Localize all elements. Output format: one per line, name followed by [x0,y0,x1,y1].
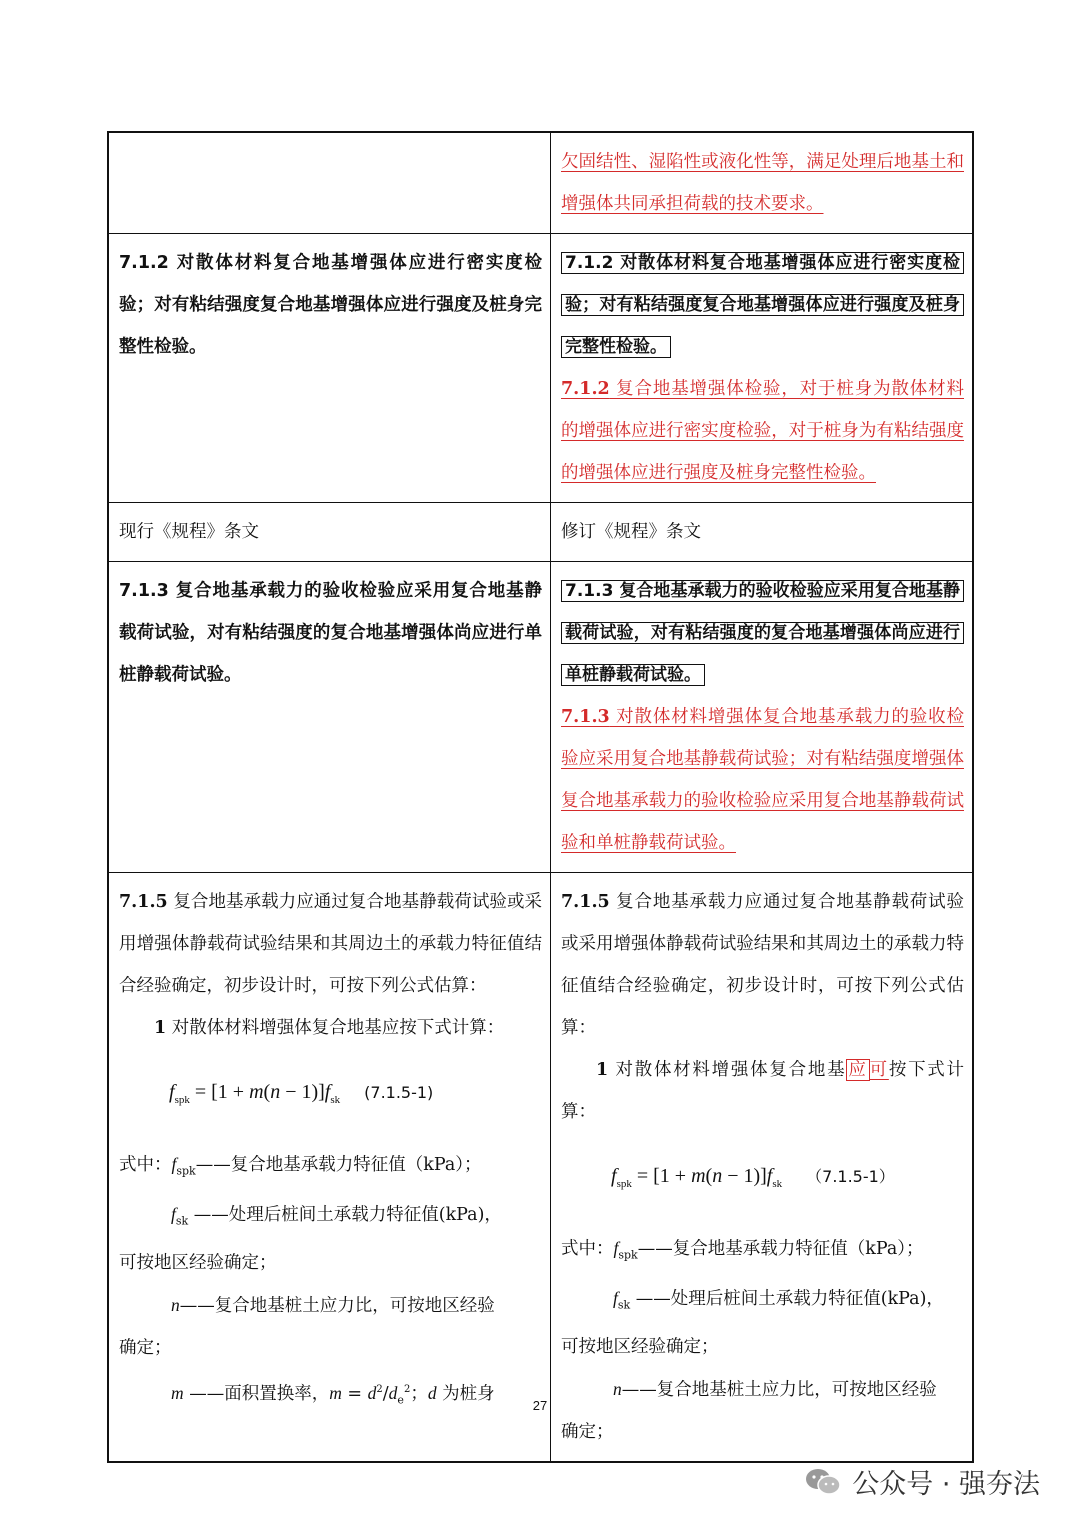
wechat-icon [804,1467,842,1497]
deleted-text-box: 7.1.2 对散体材料复合地基增强体应进行密实度检验；对有粘结强度复合地基增强体应进行强度及桩身完整性检验。 [561,252,964,358]
current-clause-7-1-3: 7.1.3 复合地基承载力的验收检验应采用复合地基静载荷试验，对有粘结强度的复合地基增强体尚应进行单桩静载荷试验。 [108,562,551,873]
left-cell-empty [108,132,551,234]
revised-text-continued: 欠固结性、湿陷性或液化性等，满足处理后地基土和增强体共同承担荷载的技术要求。 [561,152,964,214]
inserted-char: 可 [869,1060,889,1080]
footer-text: 公众号 · 强夯法 [852,1469,1040,1500]
formula-7-1-5-1: $f_{spk} = [1 + m(n - 1)]f_{sk}$ (7.1.5-1) [169,1081,434,1106]
revised-clause-7-1-3 [551,562,974,873]
table-row [108,132,973,234]
header-current: 现行《规程》条文 [108,503,551,562]
header-revised: 修订《规程》条文 [551,503,974,562]
current-clause-7-1-5: 7.1.5 复合地基承载力应通过复合地基静载荷试验或采用增强体静载荷试验结果和其周边土的承载力特征值结合经验确定，初步设计时，可按下列公式估算： 1 对散体材料增强体复合地基应按下式计算： $f_{spk} = [1 + m(n - 1)]f_{sk}$ (7.1.5-1) 式中：$f_{spk}——$复合地基承载力特征值（kPa）； $f_{sk}$ ——处理后桩间土承载力特征值(kPa)， 可按地区经验确定； n——复合地基桩土应力比，可按地区经验 确定； m ——面积置换率，$m = d^2/d_e^2$；d 为桩身 [108,873,551,1463]
revised-text-7-1-2: 7.1.2 复合地基增强体检验，对于桩身为散体材料的增强体应进行密实度检验，对于桩身为有粘结强度的增强体应进行强度及桩身完整性检验。 [561,379,964,483]
table-header-row [108,503,973,562]
formula-7-1-5-1: $f_{spk} = [1 + m(n - 1)]f_{sk}$ （7.1.5-1） [611,1165,895,1190]
right-cell-continued [551,132,974,234]
table-row [108,562,973,873]
watermark-footer [804,1462,1040,1501]
deleted-char: 应 [848,1060,868,1080]
comparison-table [107,131,974,1463]
revised-clause-7-1-5: 7.1.5 复合地基承载力应通过复合地基静载荷试验或采用增强体静载荷试验结果和其周边土的承载力特征值结合经验确定，初步设计时，可按下列公式估算： 1 对散体材料增强体复合地基 应 可按下式计算： $f_{spk} = [1 + m(n - 1)]f_{sk}$ （7.1.5-1） 式中：$f_{spk}——$复合地基承载力特征值（kPa）； $f_{sk}$ ——处理后桩间土承载力特征值(kPa)， 可按地区经验确定； n——复合地基桩土应力比，可按地区经验 确定； [551,873,974,1463]
page-number: 27 [532,1398,548,1413]
table-row [108,234,973,503]
deleted-text-box: 7.1.3 复合地基承载力的验收检验应采用复合地基静载荷试验，对有粘结强度的复合地基增强体尚应进行单桩静载荷试验。 [561,580,964,686]
current-clause-7-1-2: 7.1.2 对散体材料复合地基增强体应进行密实度检验；对有粘结强度复合地基增强体应进行强度及桩身完整性检验。 [108,234,551,503]
table-row [108,873,973,1463]
revised-text-7-1-3: 7.1.3 对散体材料增强体复合地基承载力的验收检验应采用复合地基静载荷试验；对有粘结强度增强体复合地基承载力的验收检验应采用复合地基静载荷试验和单桩静载荷试验。 [561,707,964,853]
revised-clause-7-1-2 [551,234,974,503]
